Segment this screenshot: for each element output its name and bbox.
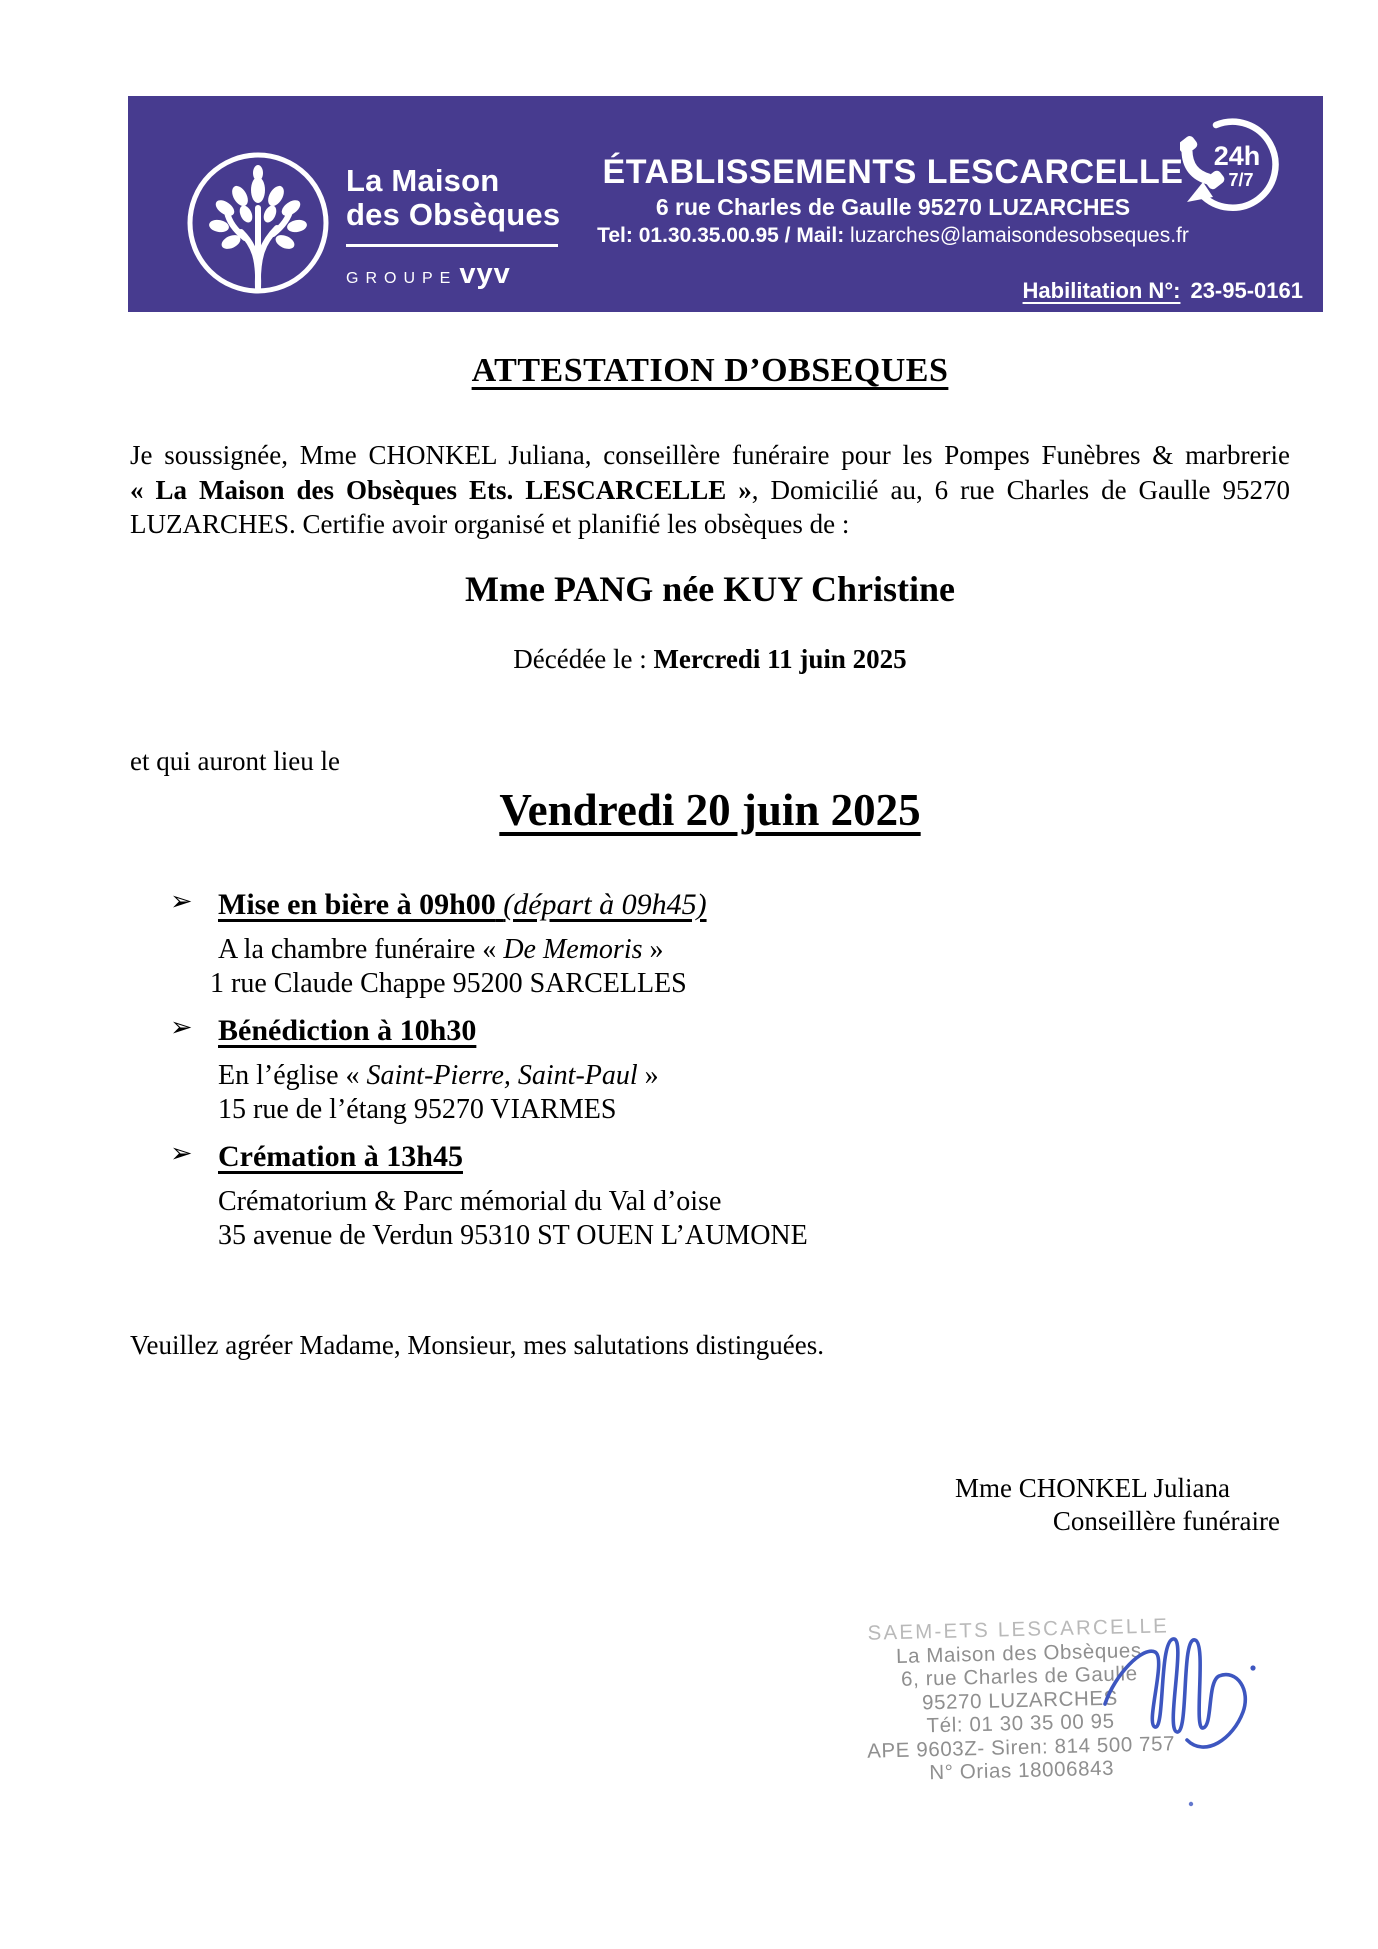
ceremony-date xyxy=(130,784,1290,836)
event-cremation xyxy=(170,1138,1118,1253)
closing-sentence: Veuillez agréer Madame, Monsieur, mes salutations distinguées. xyxy=(130,1330,824,1360)
event-detail: En l’église « Saint-Pierre, Saint-Paul » xyxy=(218,1060,659,1091)
event-address: 15 rue de l’étang 95270 VIARMES xyxy=(218,1094,617,1125)
habilitation-number: 23-95-0161 xyxy=(1190,278,1303,303)
event-heading: Bénédiction à 10h30 xyxy=(218,1014,477,1047)
stamp-line: N° Orias 18006843 xyxy=(929,1756,1115,1785)
vyv-logo: vyv xyxy=(459,257,511,290)
stamp-line: 95270 LUZARCHES xyxy=(921,1686,1119,1714)
event-address: 1 rue Claude Chappe 95200 SARCELLES xyxy=(210,968,687,999)
arrow-bullet-icon: ➢ xyxy=(170,886,193,917)
brand-divider xyxy=(346,244,558,247)
establishment-contact: Tel: 01.30.35.00.95 / Mail: luzarches@lamaisondesobseques.fr xyxy=(597,224,1189,247)
stamp-line: 6, rue Charles de Gaulle xyxy=(900,1662,1138,1691)
habilitation-label: Habilitation N°: xyxy=(1022,278,1181,303)
stamp-line: Tél: 01 30 35 00 95 xyxy=(926,1709,1115,1738)
event-address: 35 avenue de Verdun 95310 ST OUEN L’AUMONE xyxy=(218,1220,808,1251)
brand-group xyxy=(346,258,576,291)
habilitation xyxy=(1023,278,1303,304)
arrow-bullet-icon: ➢ xyxy=(170,1012,193,1043)
brand-wordmark xyxy=(346,164,576,291)
signatory-role: Conseillère funéraire xyxy=(1052,1506,1280,1536)
establishment-name: ÉTABLISSEMENTS LESCARCELLE xyxy=(602,153,1184,191)
event-heading: Mise en bière à 09h00 (départ à 09h45) xyxy=(218,888,707,921)
event-mise-en-biere xyxy=(170,886,1118,1001)
page-title: ATTESTATION D’OBSEQUES xyxy=(471,352,949,389)
event-heading: Crémation à 13h45 xyxy=(218,1140,463,1173)
lead-in-text: et qui auront lieu le xyxy=(130,746,340,776)
header-banner xyxy=(128,96,1323,312)
establishment-block xyxy=(548,152,1238,249)
stamp-line: APE 9603Z- Siren: 814 500 757 xyxy=(866,1731,1176,1763)
badge-24h-text: 24h xyxy=(1213,141,1261,171)
event-benediction xyxy=(170,1012,1118,1127)
signature-block xyxy=(880,1472,1280,1538)
event-detail: Crématorium & Parc mémorial du Val d’oise xyxy=(218,1186,722,1217)
intro-line: Je soussignée, Mme CHONKEL Juliana, conseillère funéraire pour les Pompes Funèbres & marbrerie xyxy=(130,440,1290,470)
stamp-line: SAEM-ETS LESCARCELLE xyxy=(867,1614,1170,1645)
deceased-name: Mme PANG née KUY Christine xyxy=(465,569,955,609)
intro-line: LUZARCHES. Certifie avoir organisé et planifié les obsèques de : xyxy=(130,509,850,539)
ceremony-date-text: Vendredi 20 juin 2025 xyxy=(499,785,921,835)
deceased-date-line: Décédée le : Mercredi 11 juin 2025 xyxy=(513,644,907,674)
brand-tree-logo-icon xyxy=(183,148,333,298)
brand-name-line1: La Maison xyxy=(346,163,500,198)
phone-24h-badge-icon xyxy=(1180,116,1280,216)
badge-77-text: 7/7 xyxy=(1228,170,1254,190)
handwritten-signature xyxy=(1095,1612,1295,1822)
signatory-name: Mme CHONKEL Juliana xyxy=(955,1473,1230,1503)
event-detail: A la chambre funéraire « De Memoris » xyxy=(218,934,664,965)
establishment-address: 6 rue Charles de Gaulle 95270 LUZARCHES xyxy=(655,194,1131,220)
arrow-bullet-icon: ➢ xyxy=(170,1138,193,1169)
group-label: GROUPE xyxy=(346,269,458,287)
intro-paragraph xyxy=(130,438,1290,542)
brand-name-line2: des Obsèques xyxy=(346,197,561,232)
intro-line: « La Maison des Obsèques Ets. LESCARCELLE », Domicilié au, 6 rue Charles de Gaulle 95270 xyxy=(130,474,1290,505)
stamp-line: La Maison des Obsèques xyxy=(895,1638,1142,1668)
